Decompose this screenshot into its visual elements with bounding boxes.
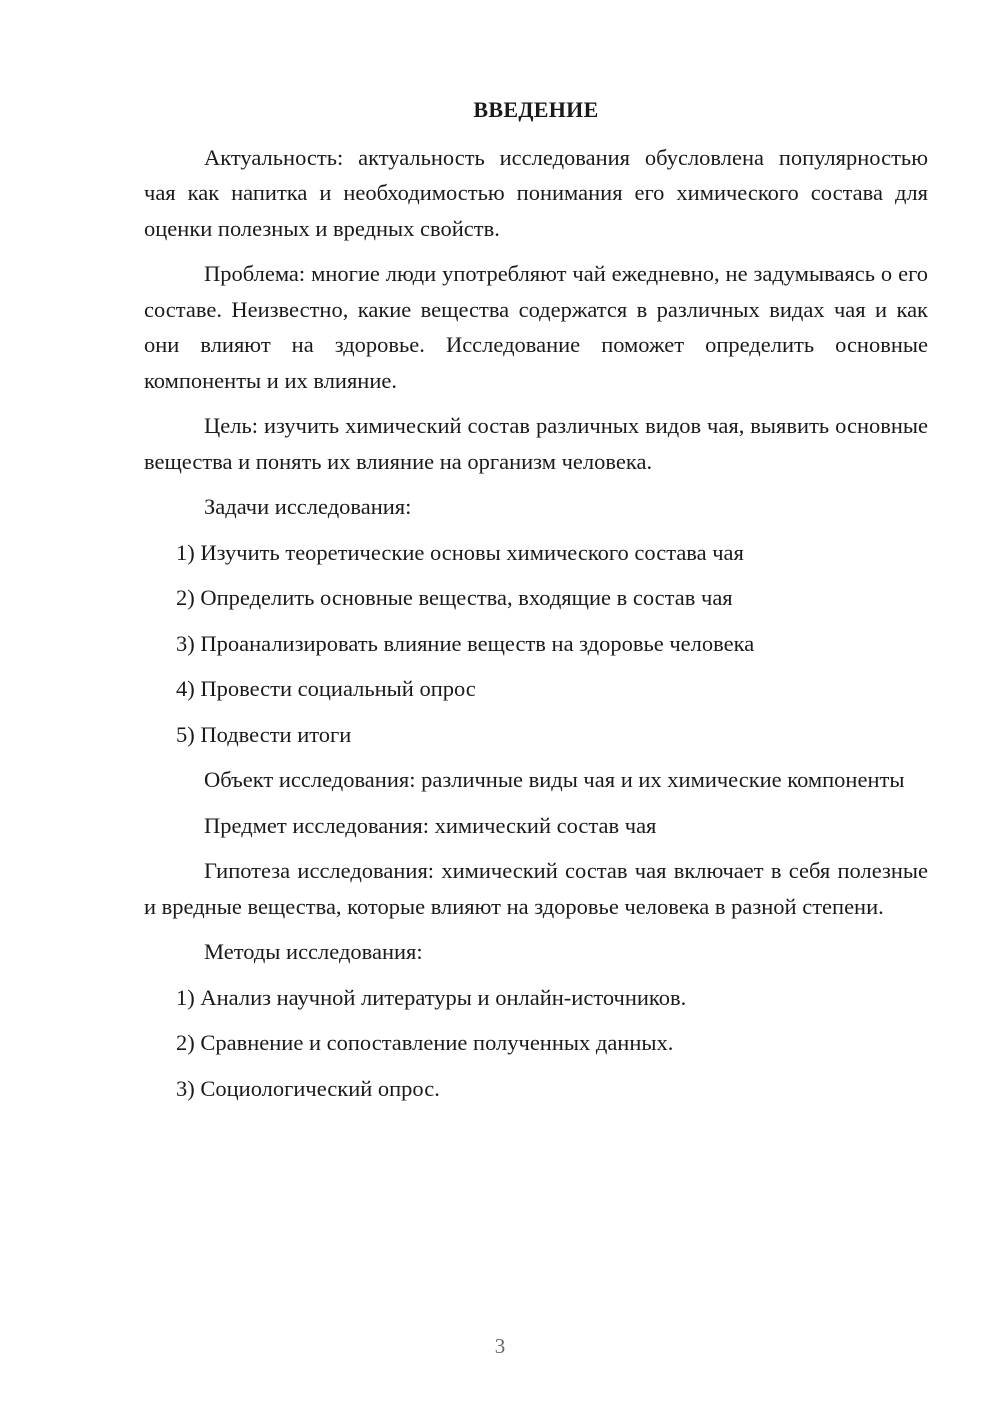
list-item: 3) Проанализировать влияние веществ на здоровье человека (176, 630, 755, 656)
methods-heading: Методы исследования: (204, 939, 423, 964)
list-item: 4) Провести социальный опрос (176, 676, 476, 701)
tasks-heading: Задачи исследования: (204, 494, 412, 519)
page-content (144, 92, 928, 1116)
relevance-paragraph: Актуальность: актуальность исследования обусловлена популярностью чая как напитка и необходимостью понимания его химического состава для оценки полезных и вредных свойств. (144, 144, 928, 241)
page-title: ВВЕДЕНИЕ (473, 97, 599, 122)
list-item: 1) Анализ научной литературы и онлайн-источников. (176, 984, 687, 1010)
page-number: 3 (494, 1334, 506, 1358)
list-item: 2) Определить основные вещества, входящие в состав чая (176, 585, 733, 610)
object-paragraph: Объект исследования: различные виды чая и их химические компоненты (204, 767, 905, 792)
hypothesis-paragraph: Гипотеза исследования: химический состав чая включает в себя полезные и вредные вещества, которые влияют на здоровье человека в разной степени. (144, 858, 928, 919)
subject-paragraph: Предмет исследования: химический состав чая (204, 812, 657, 838)
problem-paragraph: Проблема: многие люди употребляют чай ежедневно, не задумываясь о его составе. Неизвестно, какие вещества содержатся в различных видах чая и как они влияют на здоровье. Исследование поможет определить основные компоненты и их влияние. (144, 261, 928, 393)
list-item: 5) Подвести итоги (176, 721, 352, 747)
list-item: 2) Сравнение и сопоставление полученных данных. (176, 1030, 674, 1055)
methods-list (144, 980, 928, 1107)
goal-paragraph: Цель: изучить химический состав различных видов чая, выявить основные вещества и понять их влияние на организм человека. (144, 413, 928, 474)
list-item: 3) Социологический опрос. (176, 1075, 440, 1101)
list-item: 1) Изучить теоретические основы химического состава чая (176, 539, 744, 565)
tasks-list (144, 535, 928, 753)
